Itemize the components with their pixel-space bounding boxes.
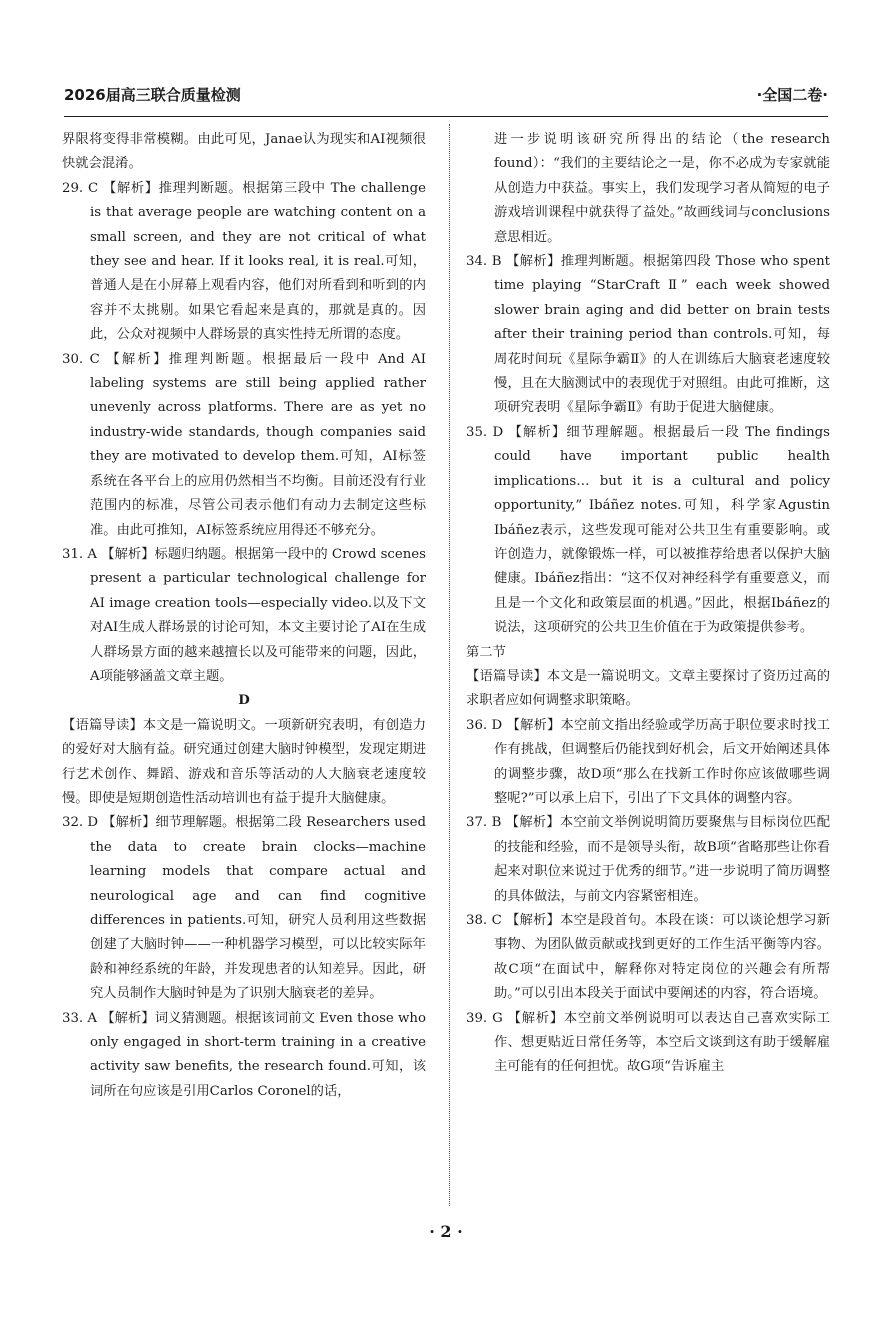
answer-29: 29. C 【解析】推理判断题。根据第三段中 The challenge is that average people are watching content on a small screen, and they are not critical of what they see and hear. If it looks real, it is real.可知，普通人是在小屏幕上观看内容，他们对所看到和听到的内容并不太挑剔。如果它看起来是真的，那就是真的。因此，公众对视频中人群场景的真实性持无所谓的态度。 (62, 180, 426, 343)
answer-continuation: 界限将变得非常模糊。由此可见，Janae认为现实和AI视频很快就会混淆。 (62, 132, 426, 172)
answer-32: 32. D 【解析】细节理解题。根据第二段 Researchers used the data to create brain clocks—machine learning models that compare actual and neurological age and can find cognitive differences in patients.可知，研究人员利用这些数据创建了大脑时钟——一种机器学习模型，可以比较实际年龄和神经系统的年龄，并发现患者的认知差异。因此，研究人员制作大脑时钟是为了识别大脑衰老的差异。 (62, 815, 426, 1002)
left-column (62, 128, 426, 1104)
column-divider (449, 124, 450, 1206)
section-d-heading: D (238, 693, 250, 709)
header-rule (64, 116, 828, 117)
section-two-heading: 第二节 (466, 644, 506, 660)
exam-title: 2026届高三联合质量检测 (64, 86, 241, 104)
page-number: · 2 · (429, 1222, 463, 1241)
right-column (466, 128, 830, 1080)
exam-series: ·全国二卷· (756, 86, 828, 104)
answer-38: 38. C 【解析】本空是段首句。本段在谈：可以谈论想学习新事物、为团队做贡献或找到更好的工作生活平衡等内容。故C项“在面试中，解释你对特定岗位的兴趣会有所帮助。”可以引出本段关于面试中要阐述的内容，符合语境。 (466, 913, 830, 1002)
answer-34: 34. B 【解析】推理判断题。根据第四段 Those who spent time playing “StarCraft Ⅱ” each week showed slower brain aging and did better on brain tests after their training period than controls.可知，每周花时间玩《星际争霸Ⅱ》的人在训练后大脑衰老速度较慢，且在大脑测试中的表现优于对照组。由此可推断，这项研究表明《星际争霸Ⅱ》有助于促进大脑健康。 (466, 254, 830, 416)
answer-33-continuation: 进一步说明该研究所得出的结论（the research found）：“我们的主要结论之一是，你不必成为专家就能从创造力中获益。事实上，我们发现学习者从简短的电子游戏培训课程中就获得了益处。”故画线词与conclusions意思相近。 (494, 132, 830, 245)
answer-37: 37. B 【解析】本空前文举例说明简历要聚焦与目标岗位匹配的技能和经验，而不是领导头衔，故B项“省略那些让你看起来对职位来说过于优秀的细节。”进一步说明了简历调整的具体做法，与前文内容紧密相连。 (466, 815, 830, 904)
answer-35: 35. D 【解析】细节理解题。根据最后一段 The findings could have important public health implications… but it is a cultural and policy opportunity,” Ibáñez notes.可知，科学家Agustin Ibáñez表示，这些发现可能对公共卫生有重要影响。或许创造力，就像锻炼一样，可以被推荐给患者以保护大脑健康。Ibáñez指出：“这不仅对神经科学有重要意义，而且是一个文化和政策层面的机遇。”因此，根据Ibáñez的说法，这项研究的公共卫生价值在于为政策提供参考。 (466, 424, 830, 636)
passage-guide-section-two: 【语篇导读】本文是一篇说明文。文章主要探讨了资历过高的求职者应如何调整求职策略。 (466, 668, 830, 709)
page-header (64, 84, 828, 108)
answer-36: 36. D 【解析】本空前文指出经验或学历高于职位要求时找工作有挑战，但调整后仍能找到好机会，后文开始阐述具体的调整步骤，故D项“那么在找新工作时你应该做哪些调整呢?”可以承上启下，引出了下文具体的调整内容。 (466, 717, 830, 806)
answer-31: 31. A 【解析】标题归纳题。根据第一段中的 Crowd scenes present a particular technological challenge for AI image creation tools—especially video.以及下文对AI生成人群场景的讨论可知，本文主要讨论了AI在生成人群场景方面的越来越擅长以及可能带来的问题，因此，A项能够涵盖文章主题。 (62, 546, 426, 684)
answer-30: 30. C 【解析】推理判断题。根据最后一段中 And AI labeling systems are still being applied rather unevenly across platforms. There are as yet no industry-wide standards, though companies said they are motivated to develop them.可知，AI标签系统在各平台上的应用仍然相当不均衡。目前还没有行业范围内的标准，尽管公司表示他们有动力去制定这些标准。由此可推知，AI标签系统应用得还不够充分。 (62, 351, 426, 538)
passage-guide-d: 【语篇导读】本文是一篇说明文。一项新研究表明，有创造力的爱好对大脑有益。研究通过创建大脑时钟模型，发现定期进行艺术创作、舞蹈、游戏和音乐等活动的人大脑衰老速度较慢。即使是短期创造性活动培训也有益于提升大脑健康。 (62, 717, 426, 806)
answer-39: 39. G 【解析】本空前文举例说明可以表达自己喜欢实际工作、想更贴近日常任务等，本空后文谈到这有助于缓解雇主可能有的任何担忧。故G项“告诉雇主 (466, 1010, 830, 1075)
answer-33: 33. A 【解析】词义猜测题。根据该词前文 Even those who only engaged in short-term training in a creative activity saw benefits, the research found.可知，该词所在句应该是引用Carlos Coronel的话， (62, 1010, 426, 1099)
